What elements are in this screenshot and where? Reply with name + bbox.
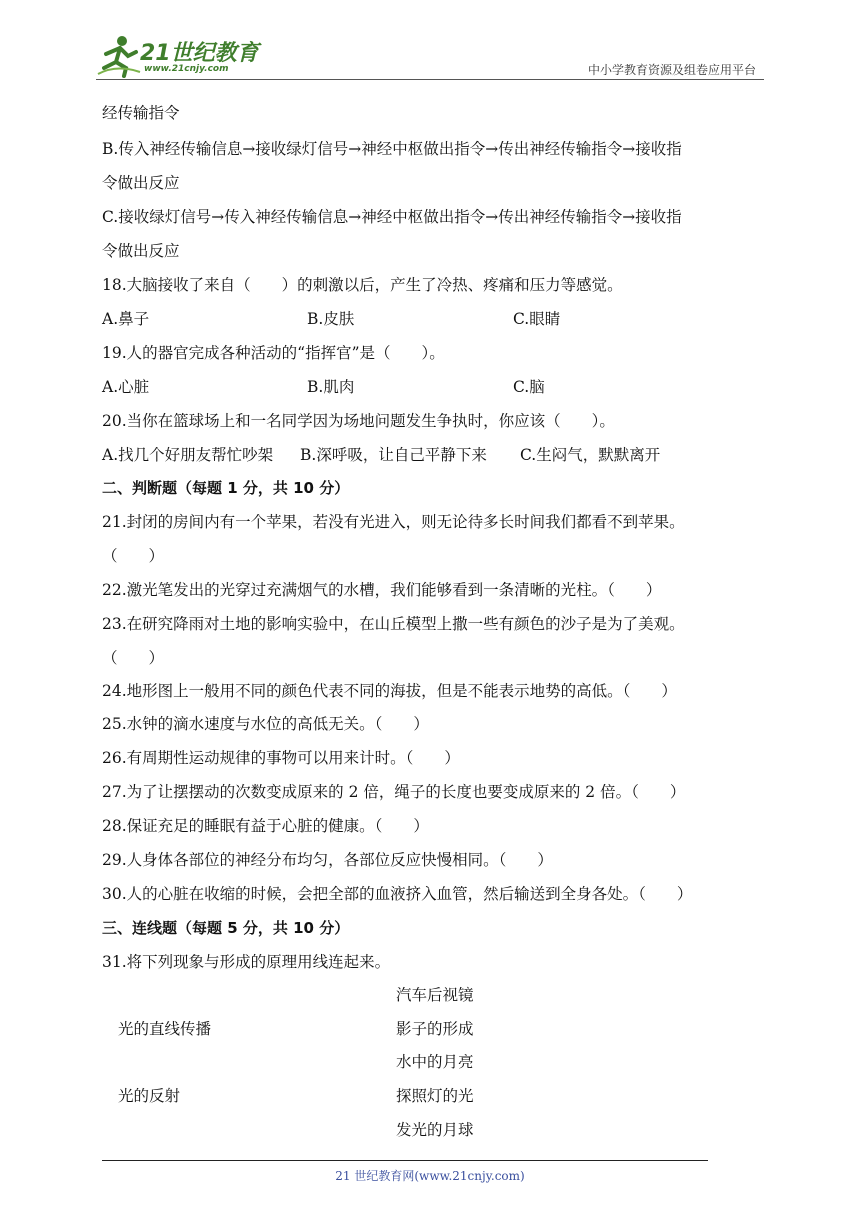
option-c: C.生闷气，默默离开 bbox=[520, 446, 661, 464]
answer-paren: （ ） bbox=[102, 649, 165, 667]
text-line: 令做出反应 bbox=[102, 242, 180, 260]
question-18: 18.大脑接收了来自（ ）的刺激以后，产生了冷热、疼痛和压力等感觉。 bbox=[102, 276, 623, 294]
question-30: 30.人的心脏在收缩的时候，会把全部的血液挤入血管，然后输送到全身各处。（ ） bbox=[102, 885, 693, 903]
option-b: B.肌肉 bbox=[307, 378, 355, 396]
text-line: 经传输指令 bbox=[102, 104, 180, 122]
question-29: 29.人身体各部位的神经分布均匀，各部位反应快慢相同。（ ） bbox=[102, 851, 553, 869]
option-b: B.深呼吸，让自己平静下来 bbox=[300, 446, 487, 464]
option-17b: B.传入神经传输信息→接收绿灯信号→神经中枢做出指令→传出神经传输指令→接收指 bbox=[102, 140, 682, 158]
text-line: 令做出反应 bbox=[102, 174, 180, 192]
logo-url: www.21cnjy.com bbox=[144, 64, 229, 74]
matching-right-item: 发光的月球 bbox=[396, 1121, 474, 1139]
matching-right-item: 影子的形成 bbox=[396, 1020, 474, 1038]
question-19: 19.人的器官完成各种活动的“指挥官”是（ ）。 bbox=[102, 344, 445, 362]
option-c: C.脑 bbox=[513, 378, 545, 396]
logo bbox=[96, 34, 266, 78]
answer-paren: （ ） bbox=[102, 547, 165, 565]
question-25: 25.水钟的滴水速度与水位的高低无关。（ ） bbox=[102, 715, 429, 733]
question-22: 22.激光笔发出的光穿过充满烟气的水槽，我们能够看到一条清晰的光柱。（ ） bbox=[102, 581, 662, 599]
question-27: 27.为了让摆摆动的次数变成原来的 2 倍，绳子的长度也要变成原来的 2 倍。（ ） bbox=[102, 783, 686, 801]
option-a: A.找几个好朋友帮忙吵架 bbox=[102, 446, 274, 464]
option-c: C.眼睛 bbox=[513, 310, 561, 328]
header-divider bbox=[96, 79, 764, 80]
section-heading-matching: 三、连线题（每题 5 分，共 10 分） bbox=[102, 919, 350, 937]
platform-name: 中小学教育资源及组卷应用平台 bbox=[587, 63, 756, 77]
option-a: A.心脏 bbox=[102, 378, 150, 396]
footer-text: 21 世纪教育网(www.21cnjy.com) bbox=[335, 1169, 525, 1183]
page-header bbox=[96, 34, 764, 80]
section-heading-judgment: 二、判断题（每题 1 分，共 10 分） bbox=[102, 479, 350, 497]
question-26: 26.有周期性运动规律的事物可以用来计时。（ ） bbox=[102, 749, 460, 767]
question-24: 24.地形图上一般用不同的颜色代表不同的海拔，但是不能表示地势的高低。（ ） bbox=[102, 682, 677, 700]
footer-divider bbox=[102, 1160, 708, 1161]
option-17c: C.接收绿灯信号→传入神经传输信息→神经中枢做出指令→传出神经传输指令→接收指 bbox=[102, 208, 682, 226]
matching-left-item: 光的直线传播 bbox=[118, 1020, 212, 1038]
option-a: A.鼻子 bbox=[102, 310, 150, 328]
question-31: 31.将下列现象与形成的原理用线连起来。 bbox=[102, 953, 391, 971]
question-23: 23.在研究降雨对土地的影响实验中，在山丘模型上撒一些有颜色的沙子是为了美观。 bbox=[102, 615, 685, 633]
matching-right-item: 汽车后视镜 bbox=[396, 986, 474, 1004]
matching-right-item: 探照灯的光 bbox=[396, 1087, 474, 1105]
question-28: 28.保证充足的睡眠有益于心脏的健康。（ ） bbox=[102, 817, 429, 835]
logo-title: 21世纪教育 bbox=[140, 41, 259, 66]
matching-left-item: 光的反射 bbox=[118, 1087, 181, 1105]
runner-logo-icon bbox=[96, 34, 142, 78]
question-20: 20.当你在篮球场上和一名同学因为场地问题发生争执时，你应该（ ）。 bbox=[102, 412, 615, 430]
matching-right-item: 水中的月亮 bbox=[396, 1053, 474, 1071]
question-21: 21.封闭的房间内有一个苹果，若没有光进入，则无论待多长时间我们都看不到苹果。 bbox=[102, 513, 685, 531]
option-b: B.皮肤 bbox=[307, 310, 355, 328]
